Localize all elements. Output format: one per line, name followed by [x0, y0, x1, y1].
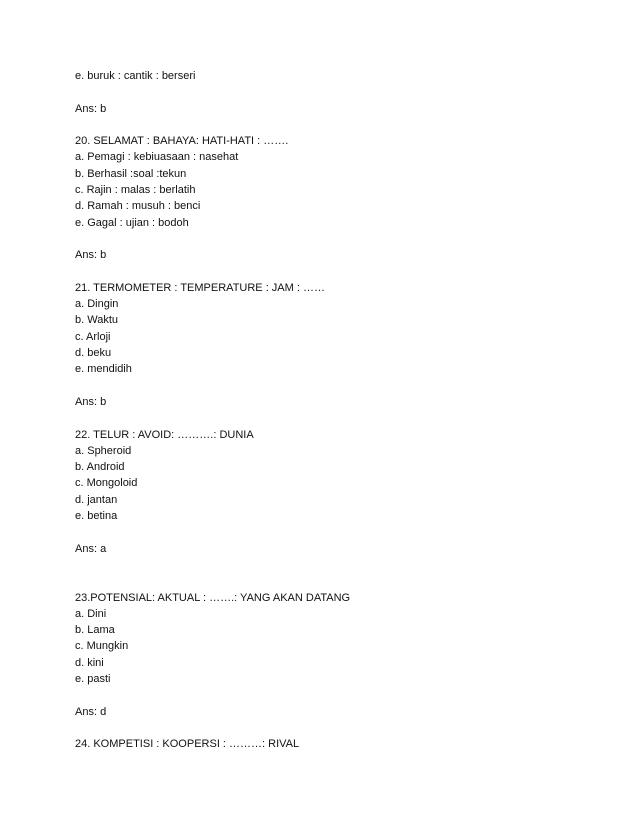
option-line: a. Dingin [75, 298, 119, 311]
blank-line [75, 557, 595, 590]
option-line: e. pasti [75, 672, 111, 685]
option-line: c. Mungkin [75, 640, 129, 653]
blank-line [75, 720, 595, 736]
option-line: b. Waktu [75, 314, 118, 327]
option-line: d. beku [75, 347, 112, 360]
answer-line: Ans: b [75, 102, 107, 115]
option-line: b. Berhasil :soal :tekun [75, 167, 187, 180]
blank-line [75, 84, 595, 100]
blank-line [75, 231, 595, 247]
option-line: c. Mongoloid [75, 477, 138, 490]
option-line: b. Lama [75, 624, 115, 637]
option-line: e. betina [75, 510, 118, 523]
question-20: 20. SELAMAT : BAHAYA: HATI-HATI : ……. [75, 135, 289, 148]
blank-line [75, 687, 595, 703]
answer-line: Ans: d [75, 705, 107, 718]
answer-line: Ans: b [75, 249, 107, 262]
answer-line: Ans: a [75, 542, 107, 555]
question-22: 22. TELUR : AVOID: ……….: DUNIA [75, 428, 254, 441]
blank-line [75, 410, 595, 426]
option-line: a. Spheroid [75, 444, 132, 457]
question-23: 23.POTENSIAL: AKTUAL : …….: YANG AKAN DATANG [75, 591, 351, 604]
option-line: e. Gagal : ujian : bodoh [75, 216, 189, 229]
option-line: c. Arloji [75, 330, 111, 343]
option-line: a. Dini [75, 607, 107, 620]
option-line: e. buruk : cantik : berseri [75, 70, 196, 82]
blank-line [75, 524, 595, 540]
blank-line [75, 378, 595, 394]
option-line: e. mendidih [75, 363, 132, 376]
option-line: c. Rajin : malas : berlatih [75, 184, 196, 197]
question-21: 21. TERMOMETER : TEMPERATURE : JAM : …… [75, 281, 325, 294]
option-line: a. Pemagi : kebiuasaan : nasehat [75, 151, 239, 164]
option-line: d. kini [75, 656, 104, 669]
document-body [75, 68, 595, 752]
answer-line: Ans: b [75, 395, 107, 408]
option-line: d. Ramah : musuh : benci [75, 200, 201, 213]
option-line: d. jantan [75, 493, 118, 506]
blank-line [75, 264, 595, 280]
blank-line [75, 117, 595, 133]
question-24: 24. KOMPETISI : KOOPERSI : ………: RIVAL [75, 738, 300, 751]
option-line: b. Android [75, 461, 125, 474]
